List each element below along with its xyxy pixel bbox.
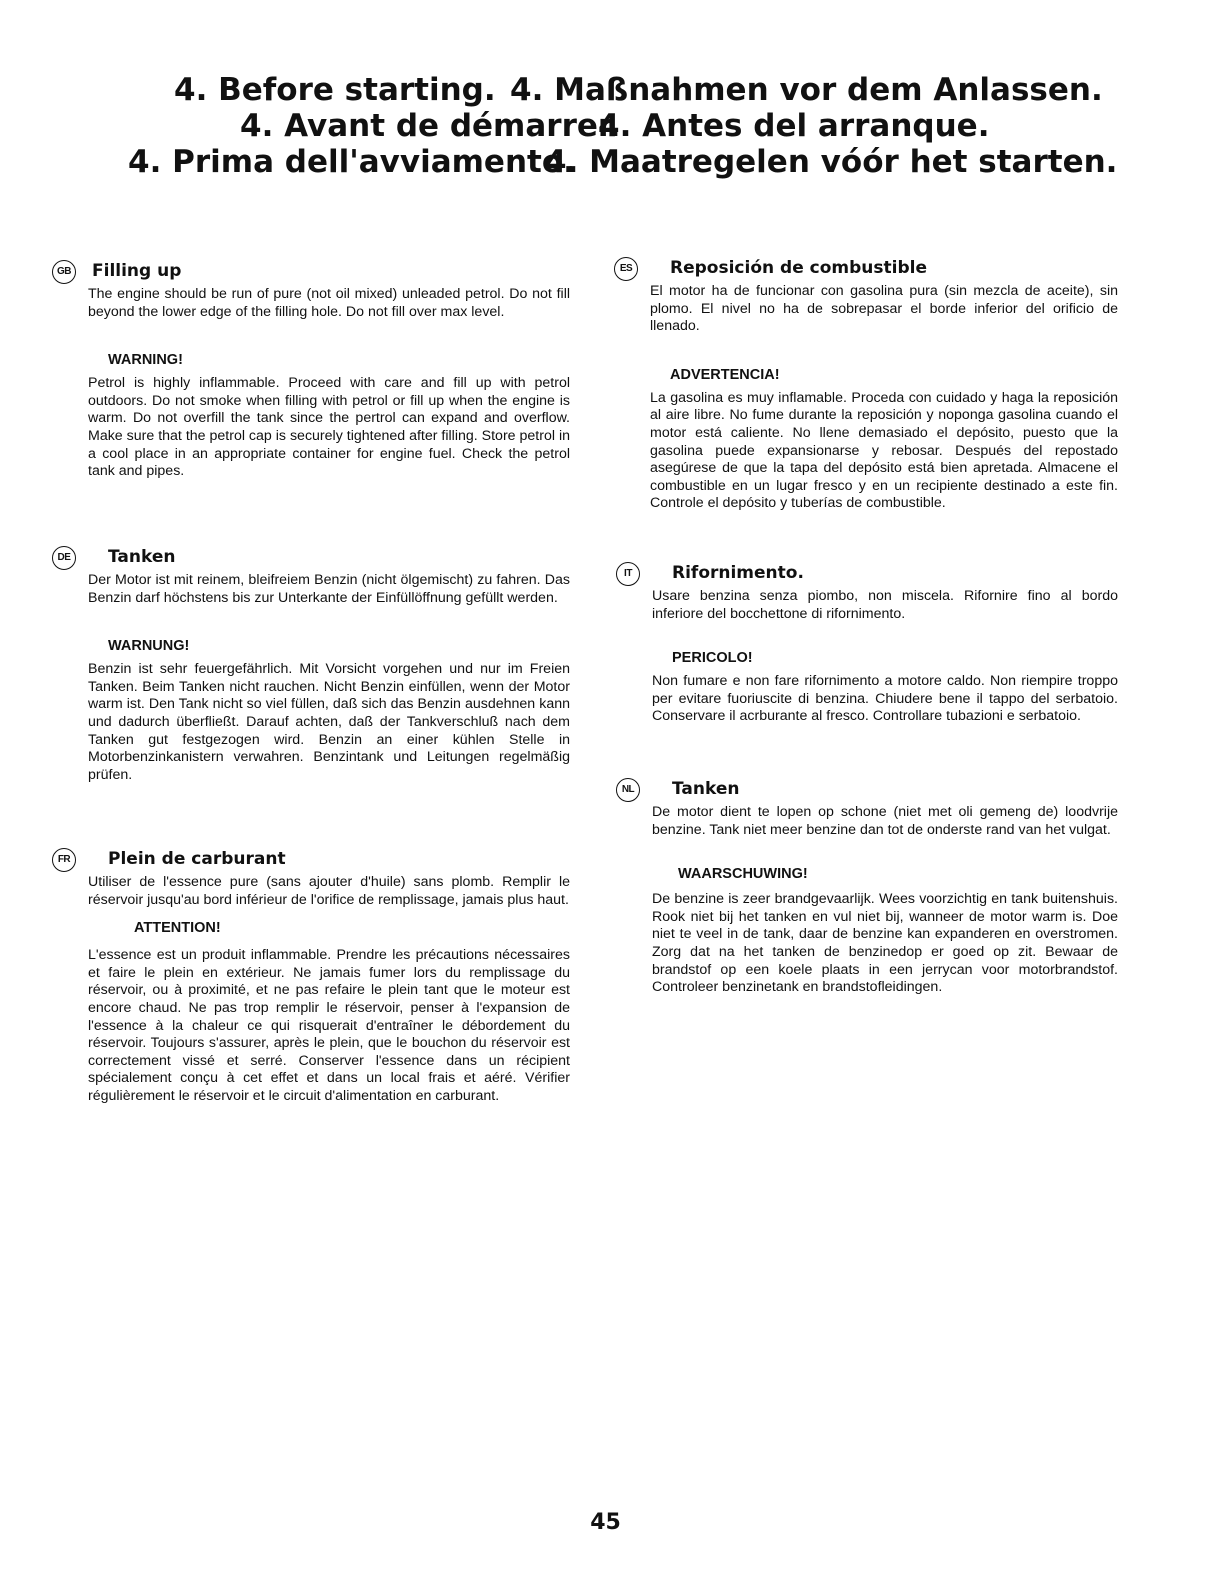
section-heading: Tanken bbox=[672, 779, 740, 799]
warning-body: Petrol is highly inflammable. Proceed with care and fill up with petrol outdoors. Do not smoke when filling with petrol or fill up when the engine is warm. Do not overfill the tank since the pertrol can expand and overflow. Make sure that the petrol cap is securely tightened after filling. Store petrol in a cool place in an appropriate container for engine fuel. Check the petrol tank and pipes. bbox=[88, 375, 570, 480]
section-gb bbox=[57, 260, 570, 481]
language-badge-it: IT bbox=[616, 562, 640, 586]
section-heading: Rifornimento. bbox=[672, 563, 804, 583]
section-nl bbox=[621, 778, 1118, 997]
language-badge-nl: NL bbox=[616, 778, 640, 802]
section-de bbox=[57, 546, 570, 784]
language-badge-de: DE bbox=[52, 546, 76, 570]
warning-heading: ATTENTION! bbox=[134, 920, 221, 937]
section-body: Usare benzina senza piombo, non miscela. Rifornire fino al bordo inferiore del bocchettone di rifornimento. bbox=[652, 588, 1118, 622]
warning-body: Benzin ist sehr feuergefährlich. Mit Vorsicht vorgehen und nur im Freien Tanken. Beim Tanken nicht rauchen. Nicht Benzin einfüllen, wenn der Motor warm ist. Den Tank nicht so viel füllen, daß sich das Benzin ausdehnen kann und dadurch überfließt. Darauf achten, daß der Tankverschluß nach dem Tanken gut festgezogen wird. Benzin an einer kühlen Stelle in Motorbenzinkanistern verwahren. Benzintank und Leitungen regelmäßig prüfen. bbox=[88, 661, 570, 783]
warning-body: L'essence est un produit inflammable. Prendre les précautions nécessaires et faire le plein en extérieur. Ne jamais fumer lors du remplissage du réservoir, ou à proximité, et ne pas refaire le plein tant que le moteur est encore chaud. Ne pas trop remplir le réservoir, penser à l'expansion de l'essence à la chaleur ce qui risquerait d'entraîner le débordement du réservoir. Toujours s'assurer, après le plein, que le bouchon du réservoir est correctement vissé et serré. Conserver l'essence dans un récipient spécialement conçu à cet effet et dans un local frais et aéré. Vérifier régulièrement le réservoir et le circuit d'alimentation en carburant. bbox=[88, 947, 570, 1104]
language-badge-es: ES bbox=[614, 257, 638, 281]
warning-heading: WARNUNG! bbox=[108, 638, 190, 655]
warning-heading: PERICOLO! bbox=[672, 650, 753, 667]
title-es: 4. Antes del arranque. bbox=[598, 108, 990, 144]
section-heading: Tanken bbox=[108, 547, 176, 567]
title-nl: 4. Maatregelen vóór het starten. bbox=[545, 144, 1118, 180]
warning-heading: WAARSCHUWING! bbox=[678, 866, 808, 883]
section-it bbox=[624, 562, 1118, 726]
title-it: 4. Prima dell'avviamento. bbox=[128, 144, 575, 180]
section-heading: Filling up bbox=[92, 261, 182, 281]
section-fr bbox=[57, 848, 570, 1106]
section-body: Utiliser de l'essence pure (sans ajouter d'huile) sans plomb. Remplir le réservoir jusqu'au bord inférieur de l'orifice de remplissage, jamais plus haut. bbox=[88, 874, 570, 908]
warning-heading: ADVERTENCIA! bbox=[670, 366, 780, 383]
section-heading: Plein de carburant bbox=[108, 849, 286, 869]
language-badge-gb: GB bbox=[52, 260, 76, 284]
section-body: Der Motor ist mit reinem, bleifreiem Benzin (nicht ölgemischt) zu fahren. Das Benzin darf höchstens bis zur Unterkante der Einfüllöffnung gefüllt werden. bbox=[88, 572, 570, 606]
section-es bbox=[619, 257, 1118, 513]
section-body: El motor ha de funcionar con gasolina pura (sin mezcla de aceite), sin plomo. El nivel no ha de sobrepasar el borde inferior del orificio de llenado. bbox=[650, 283, 1118, 335]
title-fr: 4. Avant de démarrer. bbox=[240, 108, 621, 144]
title-en: 4. Before starting. bbox=[174, 72, 496, 108]
section-body: De motor dient te lopen op schone (niet met oli gemeng de) loodvrije benzine. Tank niet meer benzine dan tot de onderste rand van het vulgat. bbox=[652, 804, 1118, 838]
section-body: The engine should be run of pure (not oil mixed) unleaded petrol. Do not fill beyond the lower edge of the filling hole. Do not fill over max level. bbox=[88, 286, 570, 320]
warning-heading: WARNING! bbox=[108, 352, 183, 369]
warning-body: De benzine is zeer brandgevaarlijk. Wees voorzichtig en tank buitenshuis. Rook niet bij het tanken en vul niet bij, wanneer de motor warm is. Doe niet te veel in de tank, daar de benzine kan expanderen en overstromen. Zorg dat na het tanken de benzinedop er goed op zit. Bewaar de brandstof op een koele plaats in een jerrycan voor motorbrandstof. Controleer benzinetank en brandstofleidingen. bbox=[652, 891, 1118, 996]
language-badge-fr: FR bbox=[52, 848, 76, 872]
warning-body: Non fumare e non fare rifornimento a motore caldo. Non riempire troppo per evitare fuoriuscite di benzina. Chiudere bene il tappo del serbatoio. Conservare il acrburante al fresco. Controllare tubazioni e serbatoio. bbox=[652, 673, 1118, 725]
warning-body: La gasolina es muy inflamable. Proceda con cuidado y haga la reposición al aire libre. No fume durante la reposición y noponga gasolina cuando el motor está caliente. No llene demasiado el depósito, puesto que la gasolina puede expansionarse y rebosar. Después del repostado asegúrese de que la tapa del depósito está bien apretada. Almacene el combustible en un lugar fresco y en un recipiente destinado a este fin. Controle el depósito y tuberías de combustible. bbox=[650, 389, 1118, 512]
section-heading: Reposición de combustible bbox=[670, 258, 927, 278]
page-number: 45 bbox=[590, 1510, 621, 1535]
title-de: 4. Maßnahmen vor dem Anlassen. bbox=[510, 72, 1103, 108]
